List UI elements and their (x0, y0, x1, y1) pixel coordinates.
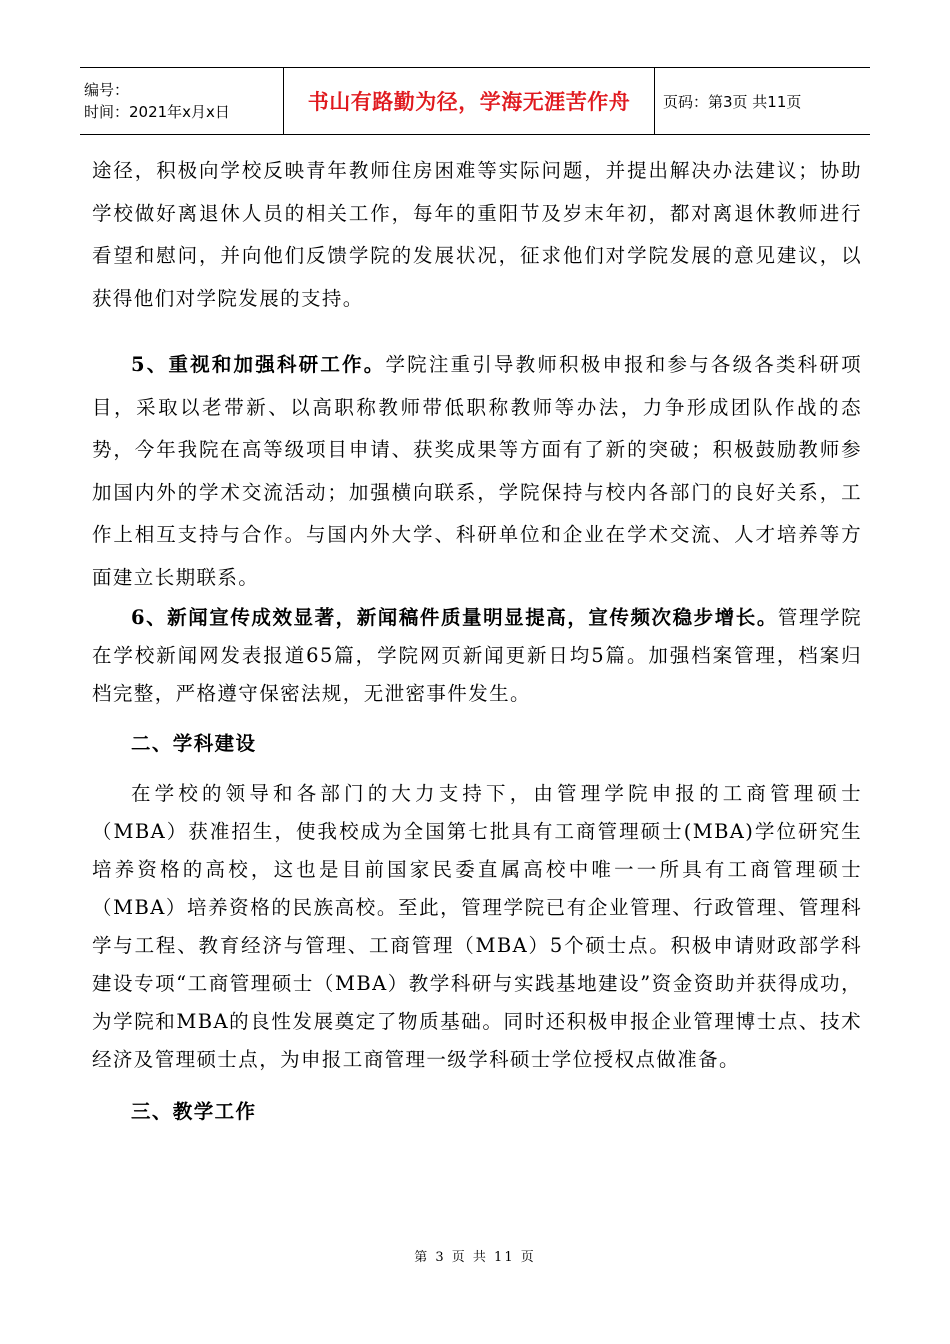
header-page-info: 页码：第3页 共11页 (663, 92, 802, 111)
document-time-label: 时间：2021年x月x日 (84, 103, 230, 121)
paragraph-retiree-support: 途径，积极向学校反映青年教师住房困难等实际问题，并提出解决办法建议；协助学校做好离退休人员的相关工作，每年的重阳节及岁末年初，都对离退休教师进行看望和慰问，并向他们反馈学院的发展状况，征求他们对学院发展的意见建议，以获得他们对学院发展的支持。 (92, 159, 862, 310)
news-text: 管理学院在学校新闻网发表报道65篇，学院网页新闻更新日均5篇。加强档案管理，档案归档完整，严格遵守保密法规，无泄密事件发生。 (92, 606, 863, 705)
research-heading: 5、重视和加强科研工作。 (131, 353, 386, 376)
header-motto: 书山有路勤为径，学海无涯苦作舟 (283, 68, 655, 134)
paragraph-discipline: 在学校的领导和各部门的大力支持下，由管理学院申报的工商管理硕士（MBA）获准招生，使我校成为全国第七批具有工商管理硕士(MBA)学位研究生培养资格的高校，这也是目前国家民委直属高校中唯一一所具有工商管理硕士（MBA）培养资格的民族高校。至此，管理学院已有企业管理、行政管理、管理科学与工程、教育经济与管理、工商管理（MBA）5个硕士点。积极申请财政部学科建设专项“工商管理硕士（MBA）教学科研与实践基地建设”资金资助并获得成功，为学院和MBA的良性发展奠定了物质基础。同时还积极申报企业管理博士点、技术经济及管理硕士点，为申报工商管理一级学科硕士学位授权点做准备。 (92, 782, 862, 1071)
paragraph-spacer (92, 320, 862, 344)
section-spacer (92, 1079, 862, 1091)
page-footer: 第 3 页 共 11 页 (414, 1250, 536, 1265)
section-heading-discipline: 二、学科建设 (131, 732, 257, 755)
section-spacer (92, 713, 862, 723)
document-number-label: 编号： (84, 81, 130, 99)
page-header (80, 67, 870, 135)
document-body (92, 150, 862, 1133)
section-heading-teaching: 三、教学工作 (131, 1100, 257, 1123)
header-meta (80, 68, 283, 134)
paragraph-research (92, 344, 862, 599)
news-heading: 6、新闻宣传成效显著，新闻稿件质量明显提高，宣传频次稳步增长。 (131, 606, 778, 629)
research-text: 学院注重引导教师积极申报和参与各级各类科研项目，采取以老带新、以高职称教师带低职称教师等办法，力争形成团队作战的态势，今年我院在高等级项目申请、获奖成果等方面有了新的突破；积极鼓励教师参加国内外的学术交流活动；加强横向联系，学院保持与校内各部门的良好关系，工作上相互支持与合作。与国内外大学、科研单位和企业在学术交流、人才培养等方面建立长期联系。 (92, 353, 862, 589)
section-spacer (92, 765, 862, 775)
paragraph-news (92, 599, 862, 713)
